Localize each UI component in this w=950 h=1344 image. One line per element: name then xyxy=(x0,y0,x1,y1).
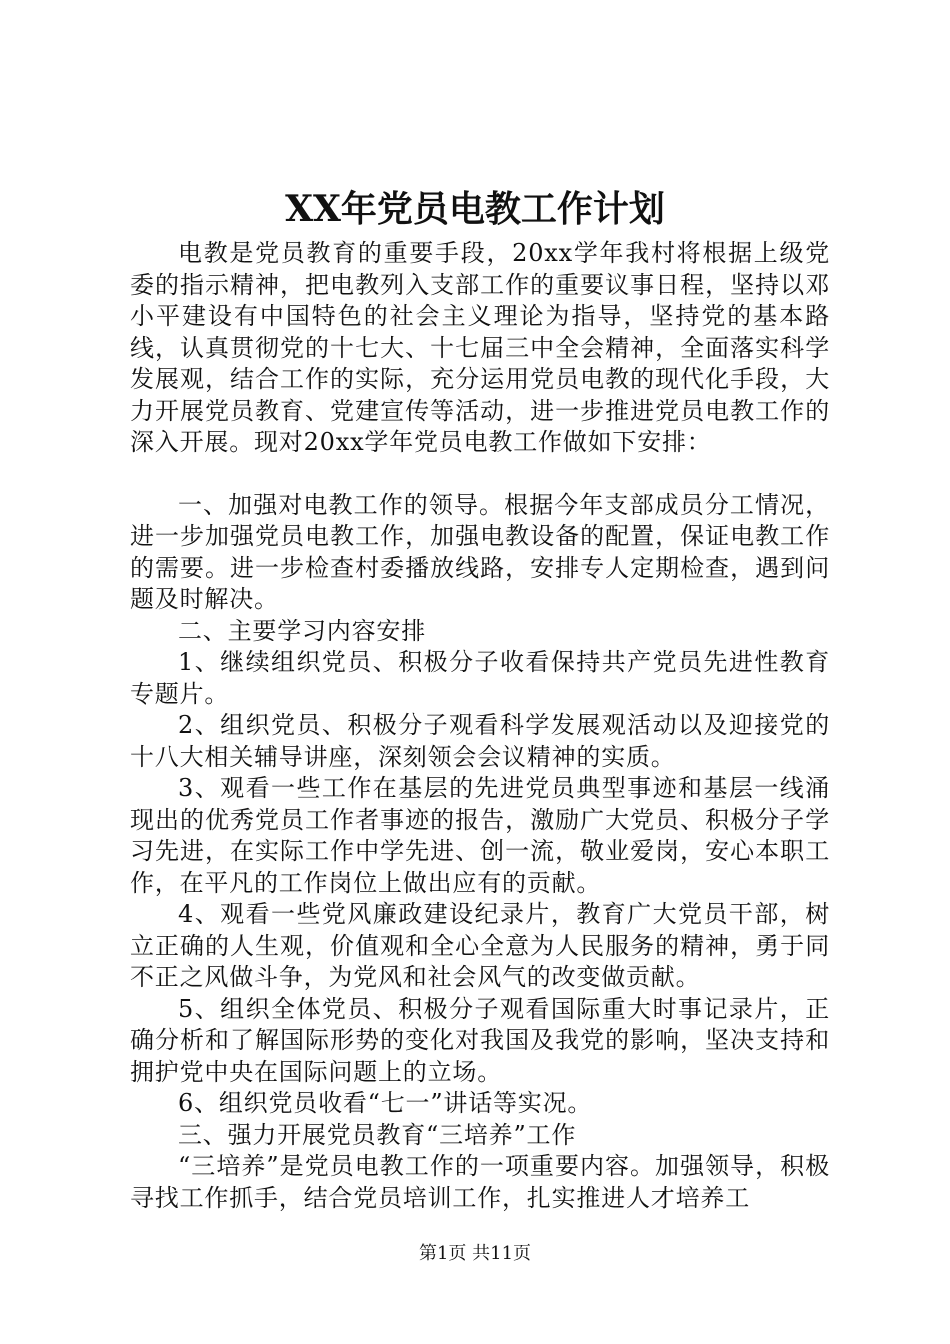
paragraph-item-6: 6、组织党员收看“七一”讲话等实况。 xyxy=(178,1089,593,1117)
paragraph-section-3-body: “三培养”是党员电教工作的一项重要内容。加强领导，积极寻找工作抓手，结合党员培训工作，扎实推进人才培养工 xyxy=(130,1152,830,1212)
document-title: XX年党员电教工作计划 xyxy=(285,188,665,230)
paragraph-item-3: 3、观看一些工作在基层的先进党员典型事迹和基层一线涌现出的优秀党员工作者事迹的报告，激励广大党员、积极分子学习先进，在实际工作中学先进、创一流，敬业爱岗，安心本职工作，在平凡的工作岗位上做出应有的贡献。 xyxy=(130,774,830,897)
paragraph-item-1: 1、继续组织党员、积极分子收看保持共产党员先进性教育专题片。 xyxy=(130,648,830,708)
paragraph-intro: 电教是党员教育的重要手段，20xx学年我村将根据上级党委的指示精神，把电教列入支部工作的重要议事日程，坚持以邓小平建设有中国特色的社会主义理论为指导，坚持党的基本路线，认真贯彻党的十七大、十七届三中全会精神，全面落实科学发展观，结合工作的实际，充分运用党员电教的现代化手段，大力开展党员教育、党建宣传等活动，进一步推进党员电教工作的深入开展。现对20xx学年党员电教工作做如下安排： xyxy=(130,239,830,456)
paragraph-section-2-heading: 二、主要学习内容安排 xyxy=(178,616,426,645)
page-footer: 第1页 共11页 xyxy=(418,1243,532,1264)
paragraph-item-2: 2、组织党员、积极分子观看科学发展观活动以及迎接党的十八大相关辅导讲座，深刻领会会议精神的实质。 xyxy=(130,711,830,771)
document-body xyxy=(130,238,830,1214)
paragraph-section-1: 一、加强对电教工作的领导。根据今年支部成员分工情况，进一步加强党员电教工作，加强电教设备的配置，保证电教工作的需要。进一步检查村委播放线路，安排专人定期检查，遇到问题及时解决。 xyxy=(130,490,830,613)
paragraph-item-5: 5、组织全体党员、积极分子观看国际重大时事记录片，正确分析和了解国际形势的变化对我国及我党的影响，坚决支持和拥护党中央在国际问题上的立场。 xyxy=(130,994,830,1086)
paragraph-section-3-heading: 三、强力开展党员教育“三培养”工作 xyxy=(178,1120,577,1149)
paragraph-item-4: 4、观看一些党风廉政建设纪录片，教育广大党员干部，树立正确的人生观，价值观和全心全意为人民服务的精神，勇于同不正之风做斗争，为党风和社会风气的改变做贡献。 xyxy=(130,900,830,991)
